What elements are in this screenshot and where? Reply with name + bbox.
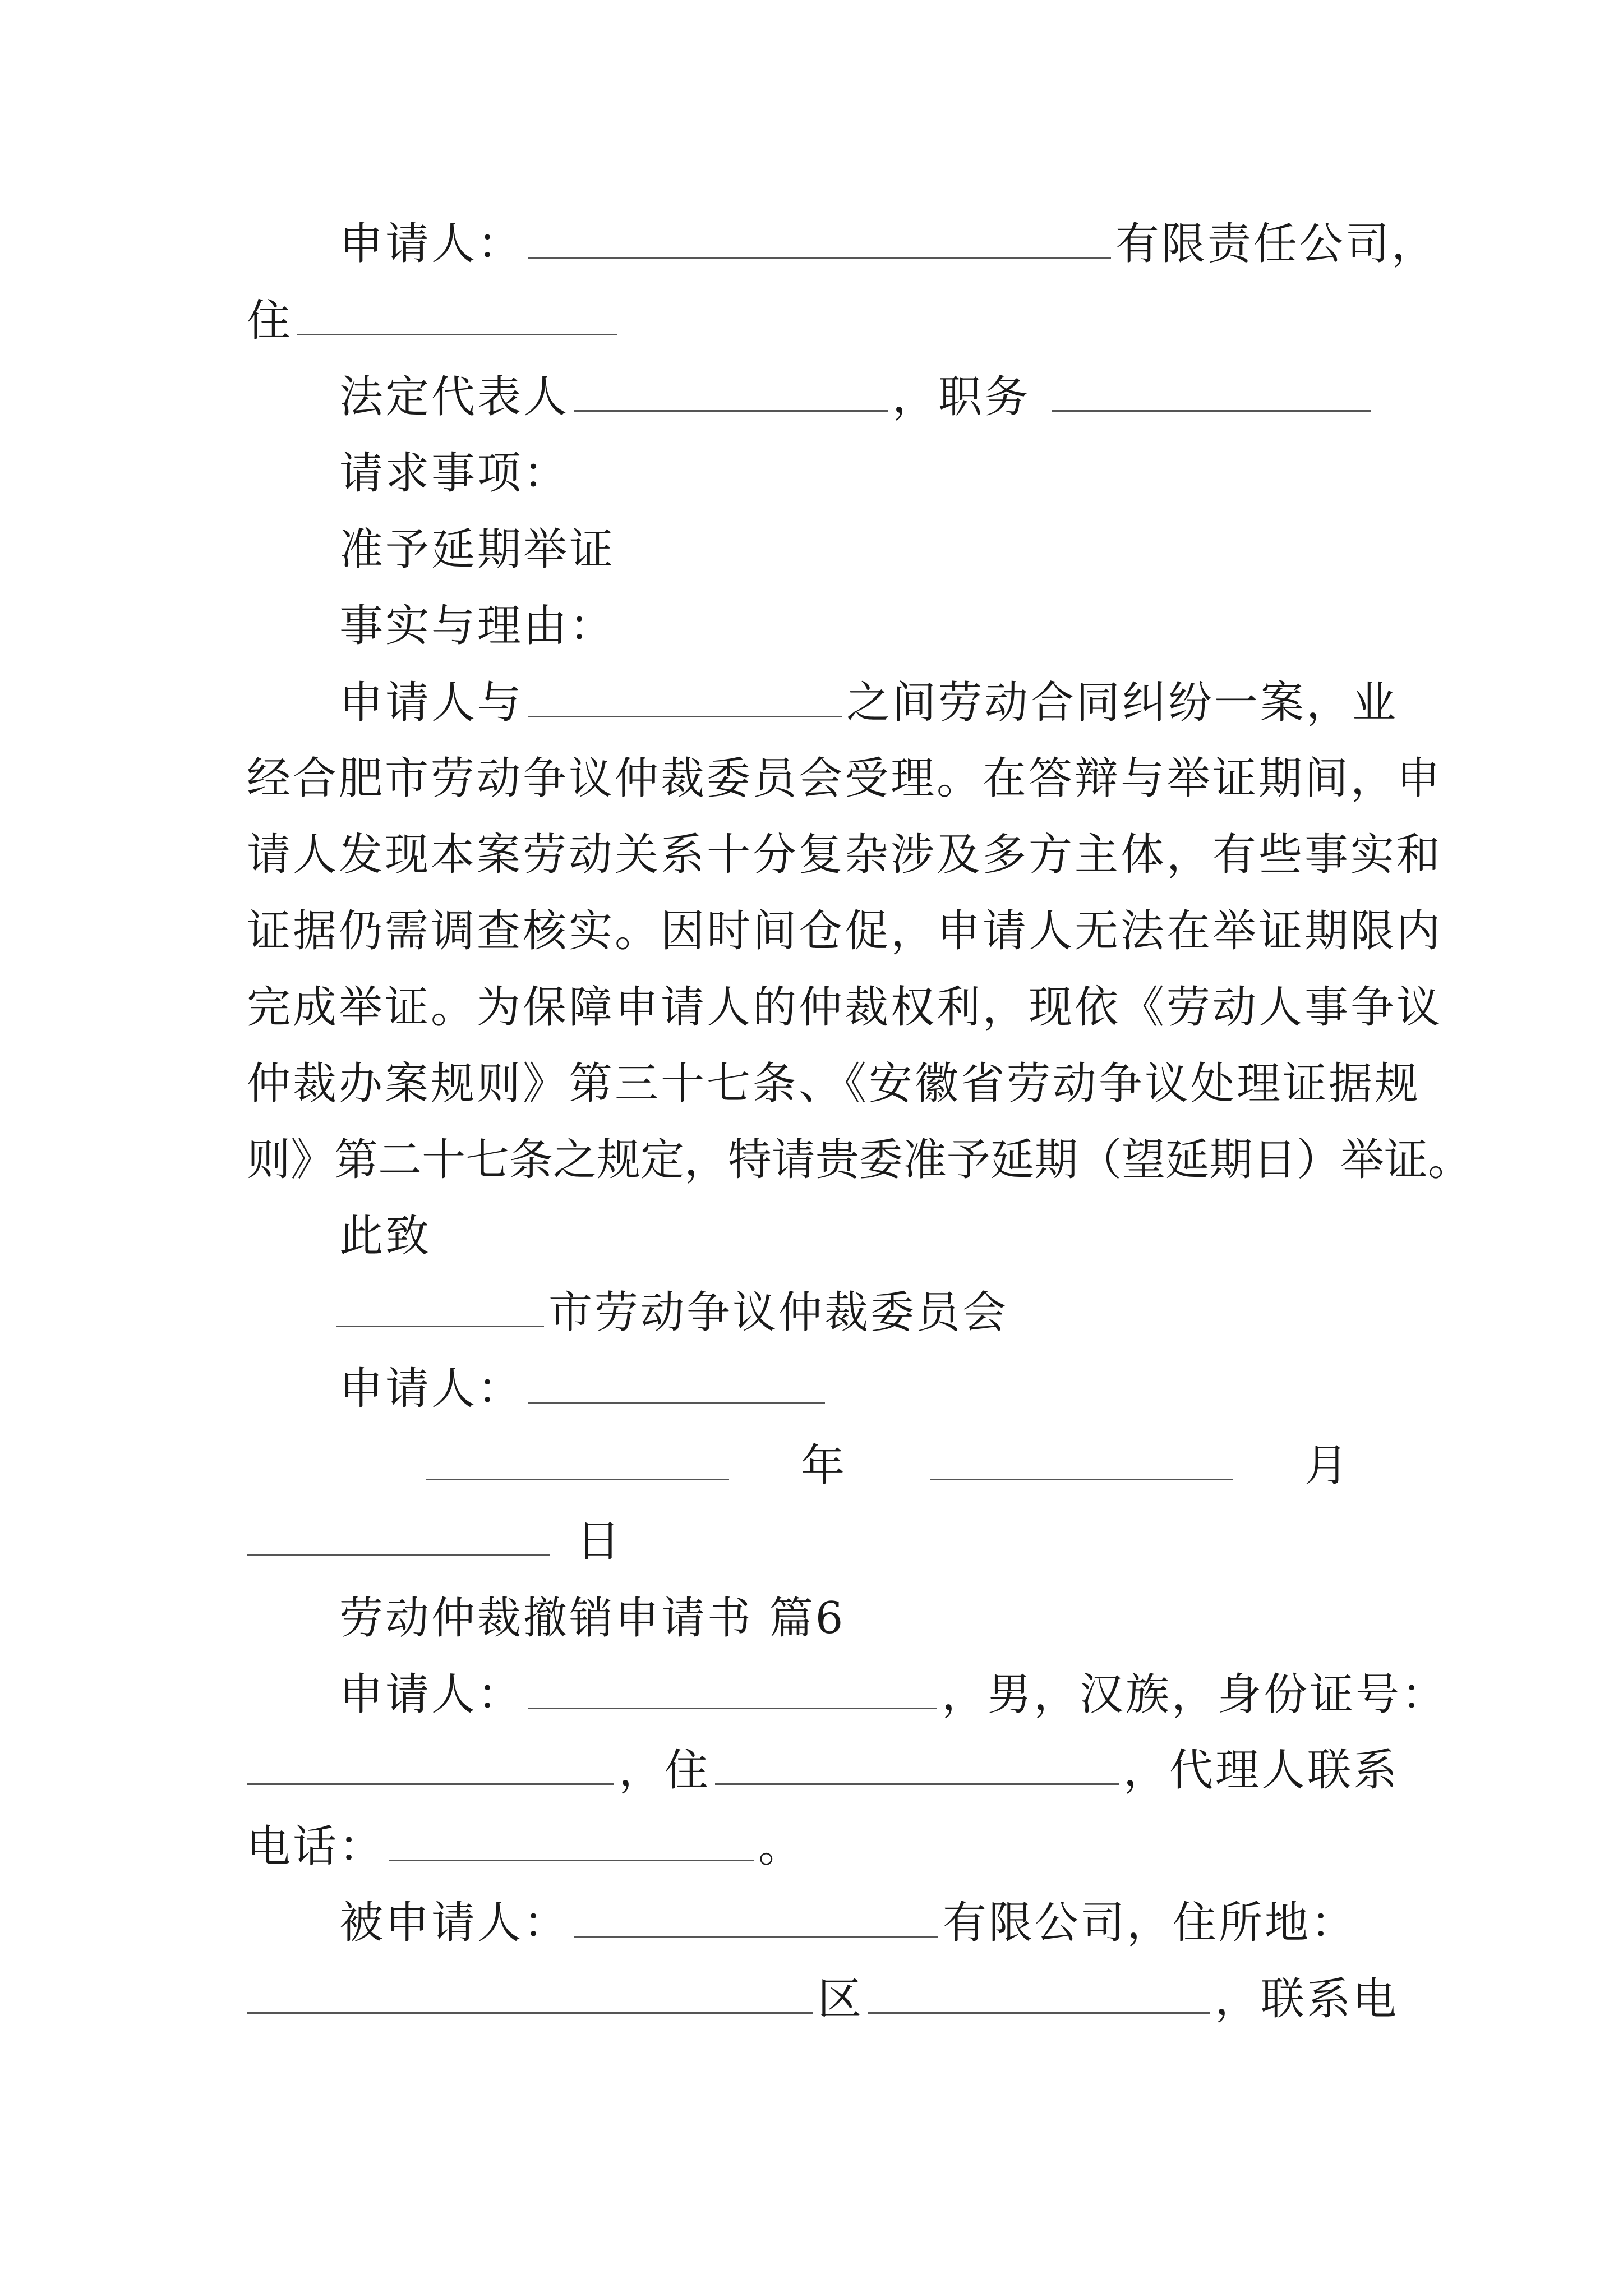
body-line-3: 请人发现本案劳动关系十分复杂涉及多方主体，有些事实和 [247,830,1443,880]
blank-field [574,1899,938,1938]
contact-label: ，联系电 [1215,1974,1399,2024]
address-line [247,294,621,348]
applicant-label: 申请人： [339,1669,524,1720]
phone-label: 电话： [247,1821,385,1872]
blank-field [528,220,1111,259]
body-line-6: 仲裁办案规则》第三十七条、《安徽省劳动争议处理证据规 [247,1059,1421,1109]
company-suffix: 有限责任公司， [1115,219,1438,269]
day-label: 日 [577,1516,623,1567]
respondent-address-line [247,1972,1399,2026]
respondent-line [339,1896,1357,1950]
blank-field [528,679,842,717]
body-line-4: 证据仍需调查核实。因时间仓促，申请人无法在举证期限内 [247,906,1443,956]
applicant-label: 申请人： [339,219,524,269]
facts-heading: 事实与理由： [339,601,616,651]
salutation: 此致 [339,1211,432,1262]
applicant-info-line [339,1668,1447,1722]
request-content: 准予延期举证 [339,524,616,575]
body-line-1 [339,676,1398,730]
body-line-5: 完成举证。为保障申请人的仲裁权利，现依《劳动人事争议 [247,982,1443,1033]
blank-field [336,1289,544,1327]
applicant-info-text: ，男，汉族，身份证号： [942,1669,1448,1720]
blank-field [297,297,617,335]
body-text: 申请人与 [339,678,524,728]
legal-rep-label: 法定代表人 [339,372,570,422]
body-line-7: 则》第二十七条之规定，特请贵委准予延期（望延期日）举证。 [247,1135,1472,1185]
applicant-company-line [339,217,1437,271]
position-label: ，职务 [892,372,1031,422]
phone-line [247,1820,804,1874]
day-line [247,1515,623,1568]
legal-rep-line [339,370,1376,424]
month-label: 月 [1304,1441,1351,1491]
body-text: 之间劳动合同纠纷一案，业 [846,678,1399,728]
year-label: 年 [801,1441,847,1491]
contact-label: ，代理人联系 [1123,1745,1400,1796]
blank-field [247,1746,614,1785]
blank-field [930,1442,1233,1480]
request-heading: 请求事项： [339,448,570,499]
blank-field [1052,373,1371,412]
blank-field [247,1975,813,2014]
respondent-info-text: 有限公司，住所地： [943,1898,1357,1948]
id-address-line [247,1743,1399,1797]
blank-field [426,1442,729,1480]
blank-field [528,1671,937,1709]
period: 。 [758,1821,805,1872]
blank-field [389,1823,754,1861]
address-label: 住 [247,296,293,346]
applicant-label: 申请人： [339,1364,524,1414]
address-label: ，住 [619,1745,711,1796]
signature-line [339,1362,829,1416]
blank-field [247,1517,550,1556]
body-line-2: 经合肥市劳动争议仲裁委员会受理。在答辩与举证期间，申 [247,753,1443,804]
recipient-text: 市劳动争议仲裁委员会 [548,1287,1009,1338]
district-label: 区 [818,1974,864,2024]
respondent-label: 被申请人： [339,1898,570,1948]
date-line [426,1439,1350,1493]
recipient-line [336,1286,1008,1340]
section-title: 劳动仲裁撤销申请书 篇6 [339,1593,846,1644]
blank-field [868,1975,1210,2014]
blank-field [528,1365,825,1404]
blank-field [574,373,888,412]
blank-field [715,1746,1119,1785]
